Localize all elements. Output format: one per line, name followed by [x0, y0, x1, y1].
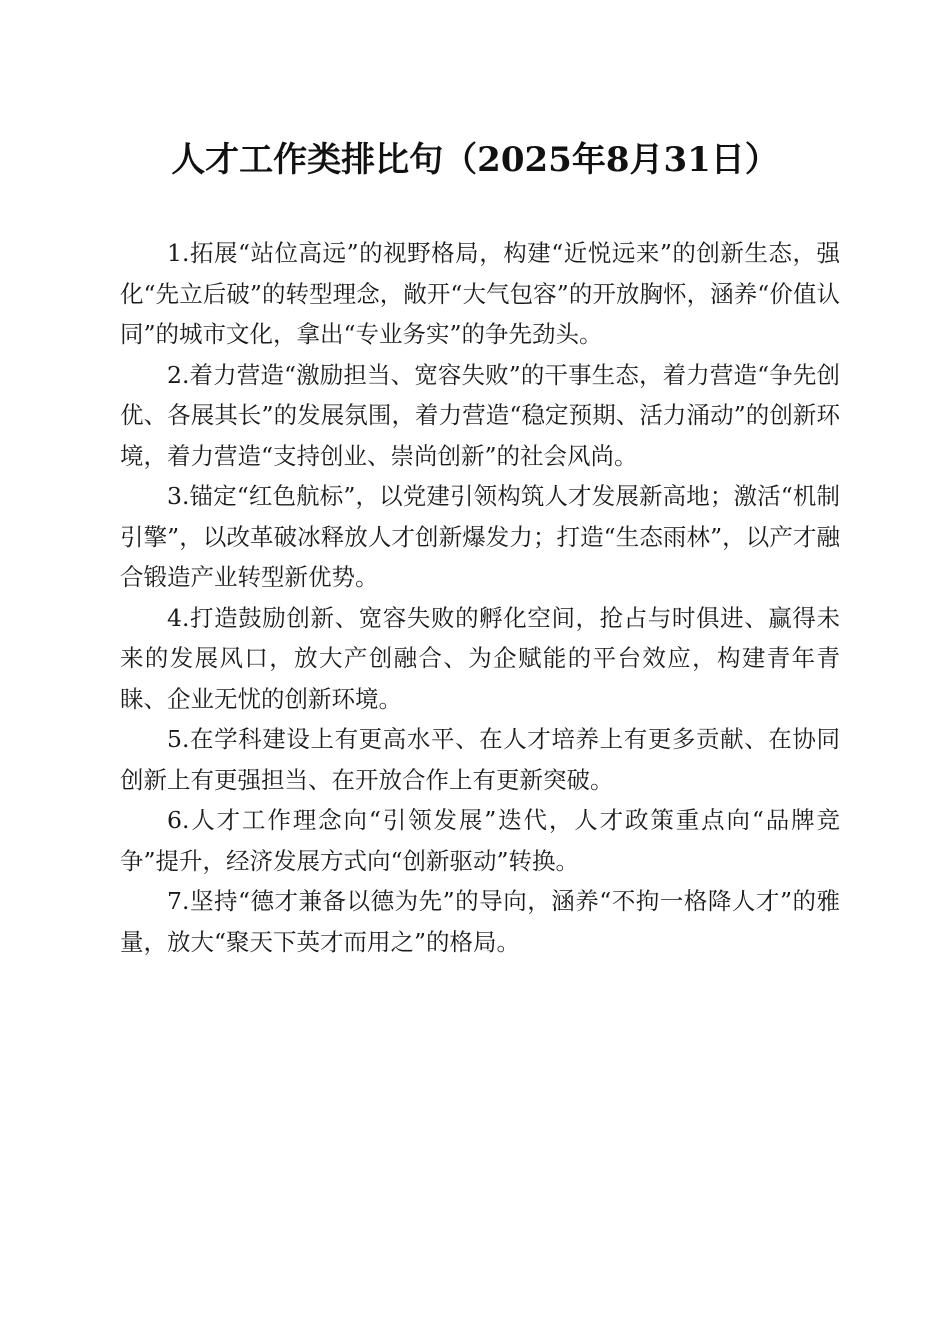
document-body [120, 233, 840, 962]
paragraph-7: 7.坚持“德才兼备以德为先”的导向，涵养“不拘一格降人才”的雅量，放大“聚天下英才而用之”的格局。 [120, 887, 840, 956]
paragraph-5: 5.在学科建设上有更高水平、在人才培养上有更多贡献、在协同创新上有更强担当、在开放合作上有更新突破。 [120, 725, 840, 794]
paragraph-4: 4.打造鼓励创新、宽容失败的孵化空间，抢占与时俱进、赢得未来的发展风口，放大产创融合、为企赋能的平台效应，构建青年青睐、企业无忧的创新环境。 [120, 603, 840, 713]
paragraph-3: 3.锚定“红色航标”，以党建引领构筑人才发展新高地；激活“机制引擎”，以改革破冰释放人才创新爆发力；打造“生态雨林”，以产才融合锻造产业转型新优势。 [120, 482, 840, 591]
paragraph-6: 6.人才工作理念向“引领发展”迭代，人才政策重点向“品牌竞争”提升，经济发展方式向“创新驱动”转换。 [120, 806, 840, 875]
paragraph-2: 2.着力营造“激励担当、宽容失败”的干事生态，着力营造“争先创优、各展其长”的发展氛围，着力营造“稳定预期、活力涌动”的创新环境，着力营造“支持创业、崇尚创新”的社会风尚。 [120, 360, 840, 470]
document-title: 人才工作类排比句（2025年8月31日） [171, 140, 779, 180]
paragraph-1: 1.拓展“站位高远”的视野格局，构建“近悦远来”的创新生态，强化“先立后破”的转型理念，敞开“大气包容”的开放胸怀，涵养“价值认同”的城市文化，拿出“专业务实”的争先劲头。 [120, 239, 840, 348]
